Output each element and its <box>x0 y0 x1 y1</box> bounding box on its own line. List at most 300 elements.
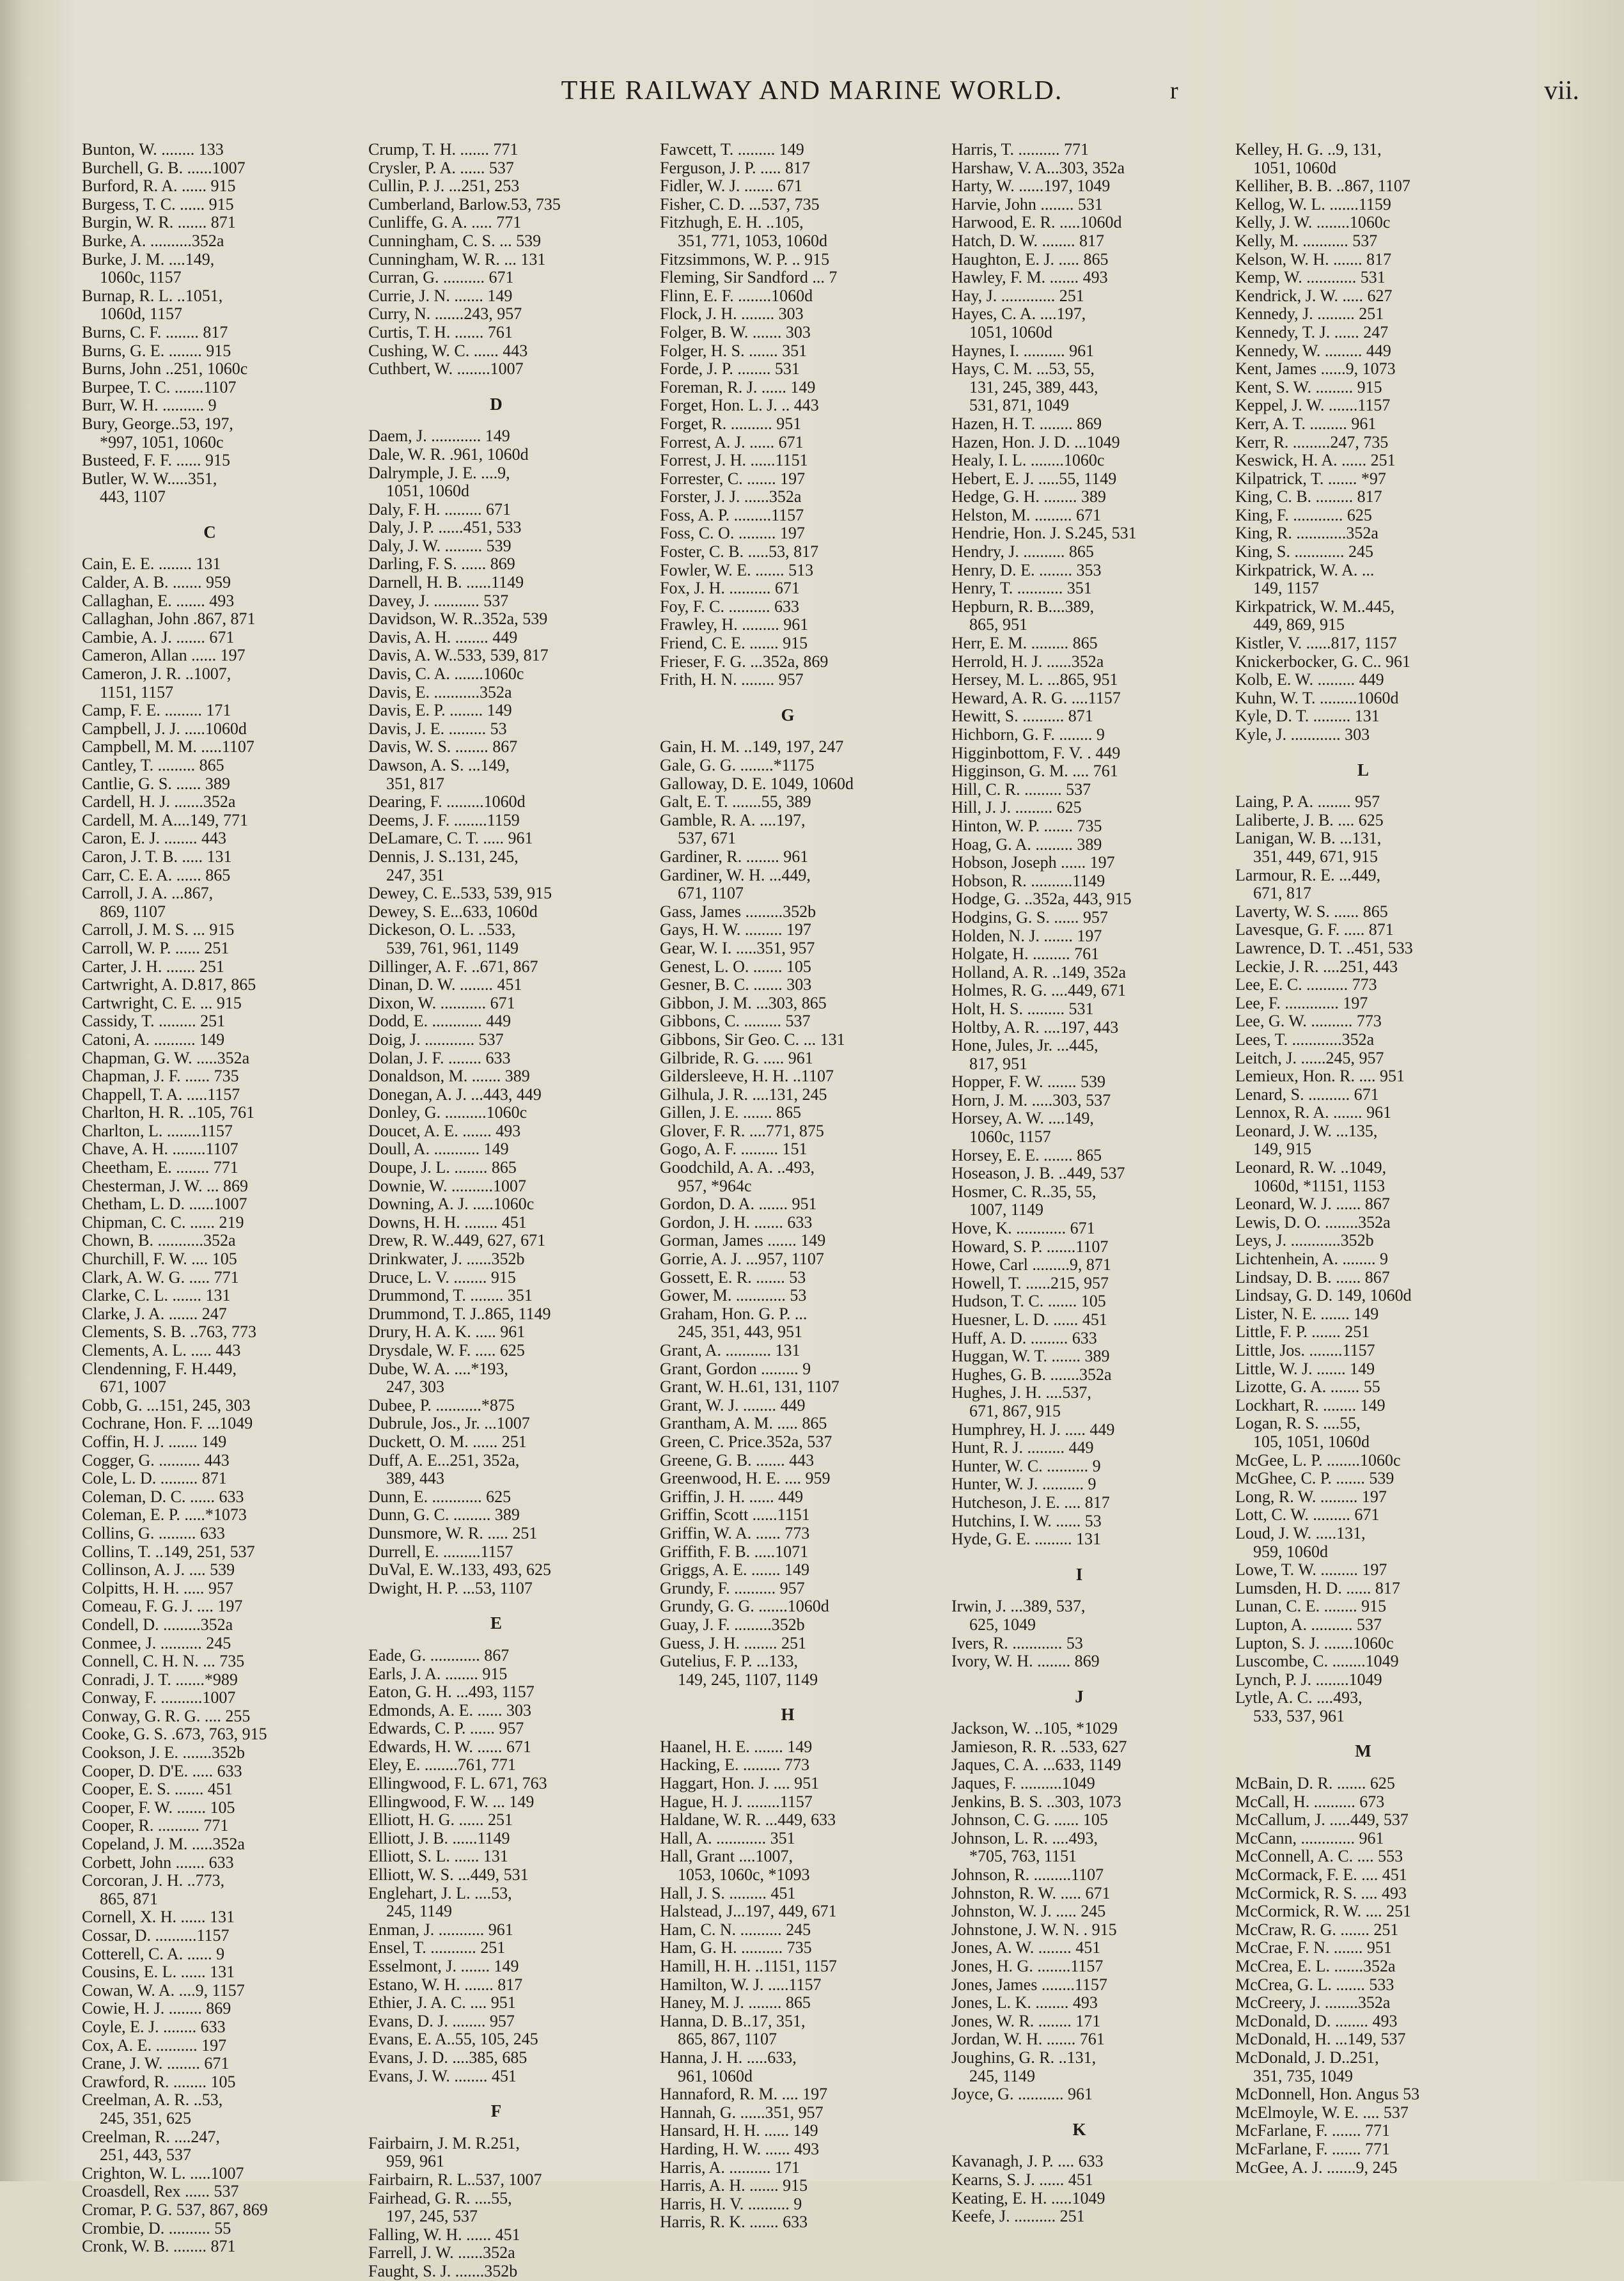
index-entry: Ivers, R. ............ 53 <box>951 1634 1083 1652</box>
index-entry: Frawley, H. ......... 961 <box>660 616 809 634</box>
index-entry: Henry, T. ........... 351 <box>951 579 1092 598</box>
index-entry: Kelly, J. W. ........1060c <box>1235 214 1391 232</box>
index-entry: Donley, G. ..........1060c <box>368 1104 527 1122</box>
index-entry: Cain, E. E. ........ 131 <box>82 555 221 574</box>
index-entry: Hannah, G. ......351, 957 <box>660 2103 824 2122</box>
index-entry: Kellog, W. L. .......1159 <box>1235 195 1391 214</box>
index-entry: Evans, D. J. ........ 957 <box>368 2012 515 2030</box>
index-entry: Kirkpatrick, W. A. ... <box>1235 561 1375 579</box>
index-entry: Carroll, J. A. ...867, <box>82 884 214 903</box>
index-entry: Hinton, W. P. ....... 735 <box>951 817 1102 835</box>
index-entry: Cobb, G. ...151, 245, 303 <box>82 1396 251 1415</box>
index-entry: Galt, E. T. .......55, 389 <box>660 793 811 811</box>
index-entry: Estano, W. H. ....... 817 <box>368 1975 523 1994</box>
index-entry: Hodgins, G. S. ...... 957 <box>951 908 1108 927</box>
index-entry: Hersey, M. L. ...865, 951 <box>951 671 1118 689</box>
index-entry: Butler, W. W.....351, <box>82 469 217 488</box>
index-entry: Kerr, A. T. ......... 961 <box>1235 414 1377 433</box>
index-entry: Gogo, A. F. ......... 151 <box>660 1140 808 1159</box>
index-entry: Gutelius, F. P. ...133, <box>660 1652 799 1671</box>
index-entry: Dunsmore, W. R. ..... 251 <box>368 1524 538 1542</box>
index-entry: Cooper, F. W. ....... 105 <box>82 1798 235 1817</box>
index-entry: Copeland, J. M. .....352a <box>82 1835 245 1854</box>
index-entry: Horn, J. M. .....303, 537 <box>951 1091 1111 1109</box>
index-entry: Gilbride, R. G. ..... 961 <box>660 1049 813 1067</box>
index-entry: Hays, C. M. ...53, 55, <box>951 360 1095 379</box>
index-entry: Kavanagh, J. P. .... 633 <box>951 2152 1104 2171</box>
index-entry: Davis, C. A. .......1060c <box>368 665 524 684</box>
index-entry: Cookson, J. E. .......352b <box>82 1744 245 1762</box>
index-entry: Huff, A. D. ......... 633 <box>951 1329 1097 1347</box>
index-entry: Chapman, J. F. ...... 735 <box>82 1067 239 1086</box>
index-entry: Forget, R. .......... 951 <box>660 414 802 433</box>
index-entry: Haldane, W. R. ...449, 633 <box>660 1811 836 1830</box>
index-entry: Foss, C. O. ......... 197 <box>660 524 805 543</box>
index-entry: Lee, F. ............. 197 <box>1235 994 1368 1012</box>
index-entry: Keswick, H. A. ...... 251 <box>1235 451 1396 470</box>
index-entry: Callaghan, E. ....... 493 <box>82 592 235 610</box>
index-entry: Davis, E. P. ........ 149 <box>368 702 512 720</box>
index-entry: Kemp, W. ............ 531 <box>1235 269 1386 287</box>
index-entry: Conway, F. ..........1007 <box>82 1689 236 1707</box>
index-entry-continuation: 443, 1107 <box>100 488 166 506</box>
index-entry: Griffith, F. B. .....1071 <box>660 1542 809 1561</box>
index-entry: McFarlane, F. ....... 771 <box>1235 2140 1390 2158</box>
index-entry: Fowler, W. E. ....... 513 <box>660 561 814 579</box>
index-entry: Horsey, A. W. ....149, <box>951 1109 1094 1128</box>
index-entry-continuation: 1051, 1060d <box>969 323 1052 341</box>
index-entry: Harvie, John ........ 531 <box>951 195 1103 214</box>
index-entry: Currie, J. N. ....... 149 <box>368 286 513 305</box>
index-entry: Leonard, R. W. ..1049, <box>1235 1159 1387 1177</box>
index-entry: Lytle, A. C. ....493, <box>1235 1689 1362 1707</box>
index-entry: Cunningham, W. R. ... 131 <box>368 250 546 269</box>
index-entry: Doull, A. ........... 149 <box>368 1140 509 1159</box>
index-entry-continuation: 1060d, *1151, 1153 <box>1253 1177 1386 1195</box>
index-entry-continuation: 449, 869, 915 <box>1253 616 1345 634</box>
index-entry: Leonard, J. W. ...135, <box>1235 1122 1378 1140</box>
index-entry: Hunter, W. C. .......... 9 <box>951 1457 1101 1475</box>
index-entry: Burke, A. ..........352a <box>82 231 224 250</box>
index-entry: Dale, W. R. .961, 1060d <box>368 445 529 464</box>
index-entry: Howard, S. P. .......1107 <box>951 1237 1109 1256</box>
index-entry-continuation: 817, 951 <box>969 1054 1027 1073</box>
index-entry-continuation: 959, 961 <box>386 2152 444 2171</box>
index-entry: Helston, M. ......... 671 <box>951 506 1101 524</box>
index-entry: Edmonds, A. E. ...... 303 <box>368 1701 531 1720</box>
index-entry: Hill, C. R. ......... 537 <box>951 780 1091 799</box>
index-entry: Dube, W. A. ....*193, <box>368 1360 508 1378</box>
index-entry: Lennox, R. A. ....... 961 <box>1235 1104 1392 1122</box>
index-entry: Folger, B. W. ....... 303 <box>660 323 811 341</box>
index-entry: Logan, R. S. ....55, <box>1235 1415 1361 1433</box>
index-entry: Lichtenhein, A. ........ 9 <box>1235 1250 1389 1269</box>
index-entry: Cooper, D. D'E. ..... 633 <box>82 1762 242 1780</box>
index-entry: Clements, S. B. ..763, 773 <box>82 1323 257 1342</box>
index-column-1 <box>82 141 338 2256</box>
index-entry: Hichborn, G. F. ........ 9 <box>951 726 1105 744</box>
index-entry: Gain, H. M. ..149, 197, 247 <box>660 738 844 756</box>
index-entry: Knickerbocker, G. C.. 961 <box>1235 652 1411 671</box>
index-entry: Gass, James .........352b <box>660 902 816 921</box>
index-entry: Laing, P. A. ........ 957 <box>1235 793 1380 811</box>
index-entry: Grundy, F. .......... 957 <box>660 1579 805 1597</box>
index-entry: Daly, F. H. ......... 671 <box>368 500 511 519</box>
index-entry: Carr, C. E. A. ...... 865 <box>82 866 231 884</box>
index-entry: Gordon, D. A. ....... 951 <box>660 1195 817 1214</box>
index-entry: Lewis, D. O. ........352a <box>1235 1213 1391 1232</box>
index-entry: Dinan, D. W. ........ 451 <box>368 976 522 994</box>
index-entry: Lindsay, D. B. ...... 867 <box>1235 1268 1390 1287</box>
index-entry: Jamieson, R. R. ..533, 627 <box>951 1737 1127 1756</box>
index-entry-continuation: 131, 245, 389, 443, <box>969 378 1098 396</box>
index-entry-continuation: 1007, 1149 <box>969 1201 1044 1219</box>
index-entry: McGee, L. P. ........1060c <box>1235 1451 1401 1470</box>
index-entry: Fairbairn, J. M. R.251, <box>368 2134 520 2152</box>
index-entry: Doucet, A. E. ....... 493 <box>368 1122 521 1140</box>
section-letter-heading: K <box>1072 2119 1086 2139</box>
index-entry: Collins, G. ......... 633 <box>82 1524 225 1542</box>
index-column-3 <box>660 141 916 2232</box>
index-entry-continuation: 247, 303 <box>386 1378 444 1397</box>
index-entry: Johnson, R. .........1107 <box>951 1866 1104 1885</box>
index-entry: Cox, A. E. .......... 197 <box>82 2036 227 2055</box>
index-entry: Kirkpatrick, W. M..445, <box>1235 597 1395 616</box>
index-entry: Friend, C. E. ....... 915 <box>660 634 808 653</box>
index-entry: Grant, W. H..61, 131, 1107 <box>660 1378 839 1397</box>
index-entry-continuation: 671, 1107 <box>678 884 744 903</box>
index-entry: Kent, James ......9, 1073 <box>1235 360 1396 379</box>
index-entry: Druce, L. V. ........ 915 <box>368 1268 516 1287</box>
index-entry: Hanna, J. H. .....633, <box>660 2048 797 2067</box>
index-entry: Forrest, A. J. ...... 671 <box>660 433 804 451</box>
index-entry: Colpitts, H. H. ..... 957 <box>82 1579 233 1597</box>
index-entry: Greenwood, H. E. .... 959 <box>660 1470 831 1488</box>
index-entry: Bury, George..53, 197, <box>82 414 233 433</box>
index-entry: McCreery, J. ........352a <box>1235 1994 1391 2012</box>
page-number: vii. <box>1544 76 1579 106</box>
index-entry: Gear, W. I. .....351, 957 <box>660 939 815 957</box>
index-entry: Darling, F. S. ...... 869 <box>368 555 515 574</box>
index-entry: Cameron, J. R. ..1007, <box>82 665 231 684</box>
index-entry: Downie, W. ..........1007 <box>368 1177 526 1195</box>
index-entry-continuation: 539, 761, 961, 1149 <box>386 939 519 957</box>
index-entry: Clark, A. W. G. ..... 771 <box>82 1268 239 1287</box>
index-entry: Doig, J. ............ 537 <box>368 1030 504 1049</box>
index-entry: McDonald, D. ........ 493 <box>1235 2012 1398 2030</box>
index-entry: Gardiner, R. ........ 961 <box>660 847 809 866</box>
index-entry: Cushing, W. C. ...... 443 <box>368 341 528 360</box>
index-entry: Ham, C. N. .......... 245 <box>660 1920 811 1939</box>
index-entry: Flock, J. H. ........ 303 <box>660 305 804 324</box>
index-entry: Harris, T. .......... 771 <box>951 141 1089 159</box>
index-entry: Campbell, J. J. .....1060d <box>82 719 247 738</box>
index-entry: Cole, L. D. ......... 871 <box>82 1470 227 1488</box>
index-entry: McCrae, F. N. ....... 951 <box>1235 1939 1392 1957</box>
index-entry: Kyle, D. T. ......... 131 <box>1235 707 1380 726</box>
section-letter-heading: M <box>1355 1741 1371 1761</box>
index-entry-continuation: 865, 867, 1107 <box>678 2030 777 2049</box>
index-entry: Huesner, L. D. ...... 451 <box>951 1311 1107 1329</box>
index-entry: Crighton, W. L. .....1007 <box>82 2164 244 2183</box>
index-entry: Jaques, C. A. ...633, 1149 <box>951 1756 1121 1775</box>
index-entry: Fidler, W. J. ....... 671 <box>660 177 802 196</box>
index-entry: Elliott, H. G. ...... 251 <box>368 1811 513 1830</box>
index-entry: Cartwright, A. D.817, 865 <box>82 976 256 994</box>
index-entry: Hacking, E. ......... 773 <box>660 1756 809 1775</box>
index-entry: Hague, H. J. ........1157 <box>660 1792 813 1811</box>
index-entry: Frieser, F. G. ...352a, 869 <box>660 652 829 671</box>
index-entry: Heward, A. R. G. ....1157 <box>951 689 1121 707</box>
index-entry: Keating, E. H. .....1049 <box>951 2189 1105 2207</box>
index-entry: Burns, John ..251, 1060c <box>82 360 248 379</box>
index-entry: Duckett, O. M. ...... 251 <box>368 1432 527 1451</box>
index-entry: Lynch, P. J. ........1049 <box>1235 1670 1382 1689</box>
index-entry: Keefe, J. .......... 251 <box>951 2207 1085 2226</box>
index-entry: Johnstone, J. W. N. . 915 <box>951 1920 1117 1939</box>
index-entry-continuation: 245, 1149 <box>386 1902 453 1921</box>
index-entry: Crombie, D. .......... 55 <box>82 2219 231 2238</box>
index-entry: Hepburn, R. B....389, <box>951 597 1095 616</box>
index-entry-continuation: 245, 351, 443, 951 <box>678 1323 802 1342</box>
index-entry: Frith, H. N. ........ 957 <box>660 671 804 689</box>
index-entry: Dickeson, O. L. ..533, <box>368 921 516 939</box>
index-entry: Gamble, R. A. ....197, <box>660 811 806 829</box>
index-entry-continuation: 533, 537, 961 <box>1253 1707 1345 1725</box>
index-entry: Howell, T. ......215, 957 <box>951 1274 1109 1292</box>
index-entry-continuation: 351, 771, 1053, 1060d <box>678 231 827 250</box>
index-entry: McDonald, H. ...149, 537 <box>1235 2030 1406 2049</box>
index-entry-continuation: 959, 1060d <box>1253 1542 1328 1561</box>
index-entry: Evans, J. D. ....385, 685 <box>368 2048 527 2067</box>
index-entry: DeLamare, C. T. ..... 961 <box>368 829 533 848</box>
index-entry: McCormick, R. W. .... 251 <box>1235 1902 1412 1921</box>
index-column-5 <box>1235 141 1491 2177</box>
index-entry: Chapman, G. W. .....352a <box>82 1049 250 1067</box>
index-entry: Croasdell, Rex ...... 537 <box>82 2183 239 2201</box>
index-entry: Campbell, M. M. .....1107 <box>82 738 254 756</box>
index-entry: Lister, N. E. ....... 149 <box>1235 1305 1379 1323</box>
index-entry: Cousins, E. L. ...... 131 <box>82 1963 235 1982</box>
index-entry: Catoni, A. .......... 149 <box>82 1030 225 1049</box>
index-entry: Kennedy, W. ......... 449 <box>1235 341 1391 360</box>
index-entry: Jones, W. R. ........ 171 <box>951 2012 1101 2030</box>
index-entry: Chave, A. H. ........1107 <box>82 1140 238 1159</box>
index-entry: McCann, ............. 961 <box>1235 1829 1384 1847</box>
index-entry: McCormick, R. S. .... 493 <box>1235 1884 1407 1902</box>
index-entry: Foster, C. B. .....53, 817 <box>660 543 819 561</box>
index-entry: Cunliffe, G. A. ..... 771 <box>368 214 522 232</box>
index-entry: Hutchins, I. W. ...... 53 <box>951 1512 1102 1530</box>
index-entry: Hone, Jules, Jr. ...445, <box>951 1037 1098 1055</box>
index-entry-continuation: 197, 245, 537 <box>386 2207 478 2226</box>
index-entry: King, R. ............352a <box>1235 524 1378 543</box>
index-entry: Chown, B. ...........352a <box>82 1232 236 1250</box>
index-entry: Grantham, A. M. ..... 865 <box>660 1415 827 1433</box>
index-entry: Jones, L. K. ........ 493 <box>951 1994 1098 2012</box>
index-entry: Donaldson, M. ....... 389 <box>368 1067 530 1086</box>
index-entry: Corcoran, J. H. ..773, <box>82 1872 225 1890</box>
index-entry: Kelliher, B. B. ..867, 1107 <box>1235 177 1410 196</box>
index-entry: Little, F. P. ....... 251 <box>1235 1323 1370 1342</box>
index-entry: Hazen, H. T. ........ 869 <box>951 414 1102 433</box>
index-entry: Holgate, H. ......... 761 <box>951 945 1100 964</box>
index-entry: Joyce, G. ........... 961 <box>951 2085 1093 2104</box>
index-entry: Cambie, A. J. ....... 671 <box>82 628 235 647</box>
index-entry: Dunn, E. ............ 625 <box>368 1487 511 1506</box>
index-entry: Forrest, J. H. ......1151 <box>660 451 808 470</box>
index-entry-continuation: 149, 915 <box>1253 1140 1311 1159</box>
index-entry: Darnell, H. B. ......1149 <box>368 574 524 592</box>
index-entry: Harding, H. W. ...... 493 <box>660 2140 820 2158</box>
index-entry: Grundy, G. G. .......1060d <box>660 1597 829 1616</box>
index-entry: Carter, J. H. ....... 251 <box>82 957 224 976</box>
index-entry: Cochrane, Hon. F. ...1049 <box>82 1415 253 1433</box>
index-entry: Joughins, G. R. ..131, <box>951 2048 1097 2067</box>
index-entry: Faught, S. J. .......352b <box>368 2262 518 2280</box>
index-entry: Burr, W. H. .......... 9 <box>82 396 217 415</box>
index-entry: Cassidy, T. ......... 251 <box>82 1012 226 1031</box>
index-entry: Evans, E. A..55, 105, 245 <box>368 2030 538 2049</box>
index-entry: Griffin, W. A. ...... 773 <box>660 1524 810 1542</box>
index-entry: Coyle, E. J. ........ 633 <box>82 2018 226 2036</box>
index-entry: McDonnell, Hon. Angus 53 <box>1235 2085 1420 2104</box>
index-entry: Holt, H. S. ......... 531 <box>951 999 1094 1018</box>
index-entry: Flinn, E. F. ........1060d <box>660 286 813 305</box>
index-entry: Gower, M. ............ 53 <box>660 1287 807 1305</box>
index-entry: Hutcheson, J. E. .... 817 <box>951 1493 1110 1512</box>
index-entry: Harris, A. H. ....... 915 <box>660 2177 808 2195</box>
index-entry: Haynes, I. .......... 961 <box>951 341 1095 360</box>
index-entry: Grant, A. ........... 131 <box>660 1342 800 1360</box>
index-entry: Genest, L. O. ....... 105 <box>660 957 811 976</box>
index-entry: Lowe, T. W. ......... 197 <box>1235 1561 1387 1579</box>
index-entry: Johnston, R. W. ..... 671 <box>951 1884 1111 1902</box>
index-entry: Davis, A. W..533, 539, 817 <box>368 647 549 665</box>
index-entry: Coffin, H. J. ....... 149 <box>82 1432 227 1451</box>
index-entry: Howe, Carl .........9, 871 <box>951 1256 1111 1274</box>
index-entry: Jaques, F. ..........1049 <box>951 1775 1095 1793</box>
index-entry: Haggart, Hon. J. .... 951 <box>660 1775 820 1793</box>
page-header <box>0 75 1624 120</box>
index-entry: Fleming, Sir Sandford ... 7 <box>660 269 838 287</box>
index-entry: Kistler, V. ......817, 1157 <box>1235 634 1397 653</box>
index-entry: Cardell, M. A....149, 771 <box>82 811 248 829</box>
index-entry: Kelly, M. ........... 537 <box>1235 231 1378 250</box>
index-entry: McDonald, J. D..251, <box>1235 2048 1379 2067</box>
index-entry: Bunton, W. ........ 133 <box>82 141 224 159</box>
index-entry: Luscombe, C. ........1049 <box>1235 1652 1399 1671</box>
index-entry: Harris, A. .......... 171 <box>660 2158 800 2177</box>
index-entry: Dewey, S. E...633, 1060d <box>368 902 538 921</box>
index-entry: Holmes, R. G. ....449, 671 <box>951 982 1126 1000</box>
index-entry: Hove, K. ............ 671 <box>951 1219 1095 1238</box>
index-entry: Ivory, W. H. ........ 869 <box>951 1652 1100 1671</box>
index-entry: McGhee, C. P. ....... 539 <box>1235 1470 1394 1488</box>
index-entry: Caron, E. J. ........ 443 <box>82 829 227 848</box>
index-entry: Daly, J. P. ......451, 533 <box>368 519 522 537</box>
index-entry: Leckie, J. R. ....251, 443 <box>1235 957 1398 976</box>
index-entry: Clendenning, F. H.449, <box>82 1360 237 1378</box>
index-entry: Hendry, J. .......... 865 <box>951 543 1094 561</box>
index-entry: Hill, J. J. ......... 625 <box>951 799 1082 817</box>
index-entry: Chesterman, J. W. ... 869 <box>82 1177 248 1195</box>
index-entry: Jenkins, B. S. ..303, 1073 <box>951 1792 1121 1811</box>
index-entry: Hebert, E. J. .....55, 1149 <box>951 469 1117 488</box>
index-entry: Edwards, C. P. ...... 957 <box>368 1720 524 1738</box>
index-entry: McGee, A. J. .......9, 245 <box>1235 2158 1398 2177</box>
index-entry: Forrester, C. ....... 197 <box>660 469 806 488</box>
index-entry: Laverty, W. S. ...... 865 <box>1235 902 1388 921</box>
index-entry: Hedge, G. H. ........ 389 <box>951 488 1106 506</box>
index-entry: Cornell, X. H. ...... 131 <box>82 1908 235 1927</box>
index-entry: Forster, J. J. ......352a <box>660 488 802 506</box>
index-entry: McCrea, G. L. ....... 533 <box>1235 1975 1394 1994</box>
index-entry: Galloway, D. E. 1049, 1060d <box>660 774 854 793</box>
index-entry: Folger, H. S. ....... 351 <box>660 341 808 360</box>
index-entry: Dubee, P. ...........*875 <box>368 1396 515 1415</box>
index-entry: Kent, S. W. ......... 915 <box>1235 378 1382 396</box>
section-letter-heading: E <box>490 1613 502 1633</box>
index-entry: Comeau, F. G. J. .... 197 <box>82 1597 243 1616</box>
index-entry-continuation: 351, 449, 671, 915 <box>1253 847 1378 866</box>
index-entry: Gilhula, J. R. ....131, 245 <box>660 1085 827 1104</box>
index-entry: Hazen, Hon. J. D. ...1049 <box>951 433 1120 451</box>
index-entry: Cartwright, C. E. ... 915 <box>82 994 242 1012</box>
index-entry: Doupe, J. L. ........ 865 <box>368 1159 517 1177</box>
index-entry: Cheetham, E. ........ 771 <box>82 1159 238 1177</box>
index-entry: Eley, E. ........761, 771 <box>368 1756 516 1775</box>
index-entry: Johnson, C. G. ...... 105 <box>951 1811 1108 1830</box>
index-entry-continuation: 869, 1107 <box>100 902 166 921</box>
index-entry: Creelman, A. R. ..53, <box>82 2091 223 2110</box>
index-entry: Hyde, G. E. ......... 131 <box>951 1530 1101 1549</box>
index-entry: Lupton, A. .......... 537 <box>1235 1615 1382 1634</box>
index-entry: Greene, G. B. ....... 443 <box>660 1451 815 1470</box>
index-entry: McCallum, J. .....449, 537 <box>1235 1811 1409 1830</box>
index-entry: Forde, J. P. ........ 531 <box>660 360 800 379</box>
index-entry: Hoag, G. A. ......... 389 <box>951 835 1102 854</box>
index-entry: Forget, Hon. L. J. .. 443 <box>660 396 819 415</box>
index-entry-continuation: 625, 1049 <box>969 1615 1036 1634</box>
section-letter-heading: H <box>781 1705 795 1725</box>
index-entry: Cunningham, C. S. ... 539 <box>368 231 542 250</box>
index-entry: Gorman, James ....... 149 <box>660 1232 826 1250</box>
index-entry: Foss, A. P. .........1157 <box>660 506 804 524</box>
index-entry: Davis, E. ...........352a <box>368 683 512 702</box>
index-entry: Ethier, J. A. C. .... 951 <box>368 1994 516 2012</box>
index-entry: Carroll, J. M. S. ... 915 <box>82 921 235 939</box>
index-entry: Chappell, T. A. .....1157 <box>82 1085 240 1104</box>
index-entry-continuation: 389, 443 <box>386 1470 444 1488</box>
index-entry: Gibbons, C. ......... 537 <box>660 1012 811 1031</box>
index-entry-continuation: 961, 1060d <box>678 2067 753 2085</box>
index-entry-continuation: 671, 1007 <box>100 1378 166 1397</box>
index-entry: McCormack, F. E. .... 451 <box>1235 1866 1407 1885</box>
index-entry: Lanigan, W. B. ...131, <box>1235 829 1382 848</box>
index-entry: Hobson, R. ..........1149 <box>951 872 1105 890</box>
index-entry: Crysler, P. A. ...... 537 <box>368 159 514 177</box>
index-entry: Davey, J. ........... 537 <box>368 592 509 610</box>
index-entry: Downs, H. H. ........ 451 <box>368 1213 527 1232</box>
index-entry: Holden, N. J. ....... 197 <box>951 927 1102 945</box>
index-entry: Chetham, L. D. ......1007 <box>82 1195 247 1214</box>
index-entry: Durrell, E. .........1157 <box>368 1542 513 1561</box>
index-entry: Ensel, T. ........... 251 <box>368 1939 506 1957</box>
index-entry: Hunt, R. J. ......... 449 <box>951 1439 1094 1457</box>
index-entry-continuation: 247, 351 <box>386 866 444 884</box>
index-entry: Cardell, H. J. .......352a <box>82 793 236 811</box>
